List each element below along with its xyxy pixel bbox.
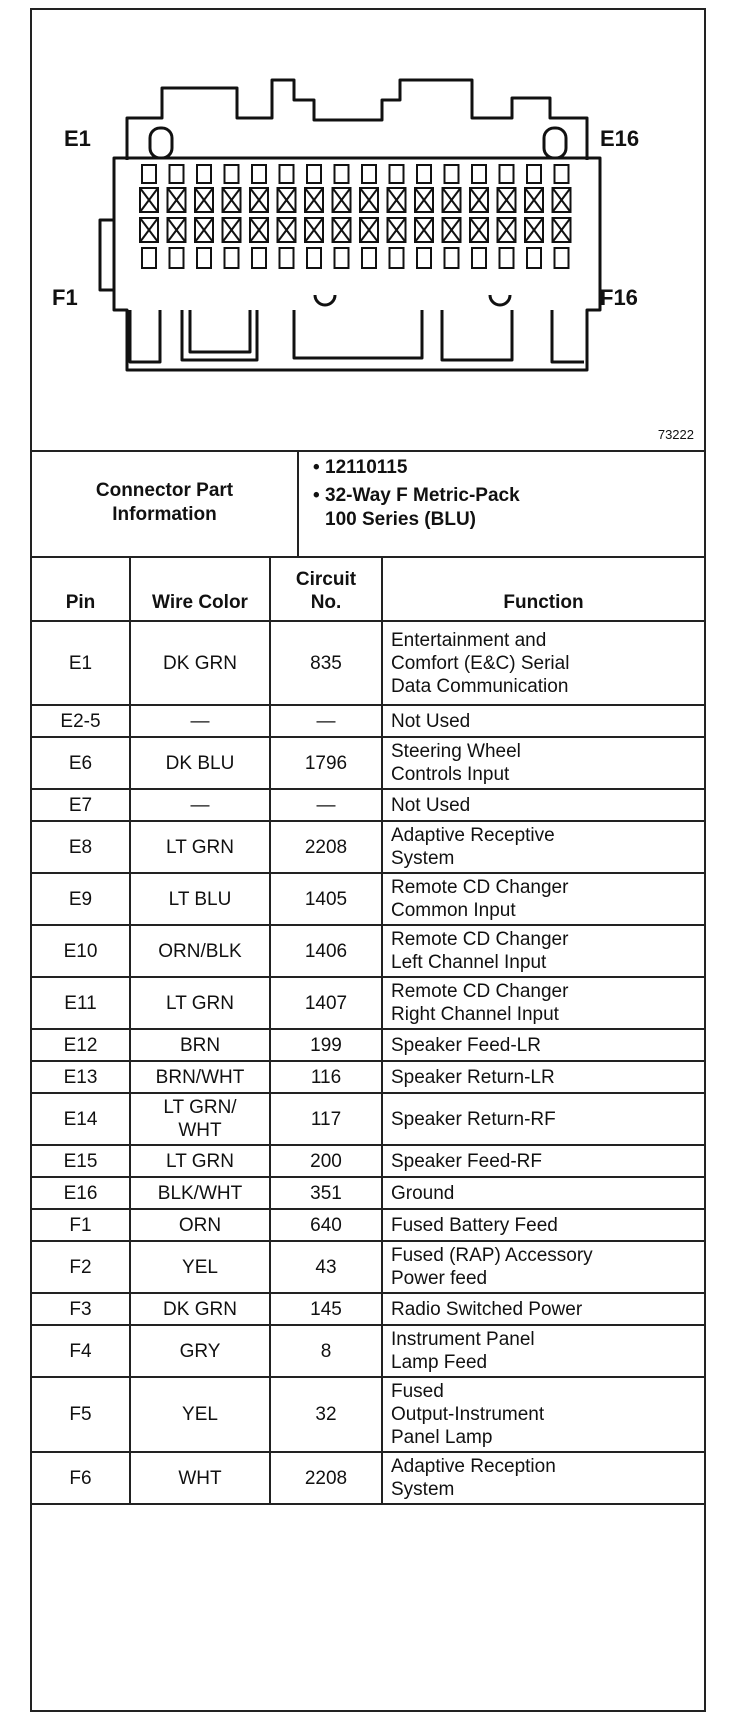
circuit-cell: 32 — [270, 1377, 382, 1452]
pin-label-f16: F16 — [600, 285, 638, 310]
terminal-icon — [335, 248, 349, 268]
terminal-icon — [445, 248, 459, 268]
table-row — [32, 1325, 704, 1377]
connector-part-info-title: Connector Part Information — [32, 450, 299, 556]
function-cell: Entertainment and Comfort (E&C) Serial Data Communication — [382, 621, 704, 705]
terminal-icon — [390, 248, 404, 268]
pin-cell: E2-5 — [32, 705, 130, 737]
terminal-icon — [170, 165, 184, 183]
function-cell: Not Used — [382, 789, 704, 821]
terminal-icon — [472, 165, 486, 183]
pin-cell: F3 — [32, 1293, 130, 1325]
circuit-cell: 43 — [270, 1241, 382, 1293]
wire-color-cell: DK GRN — [130, 1293, 270, 1325]
part-number: 12110115 — [325, 457, 408, 478]
terminal-icon — [555, 248, 569, 268]
terminal-icon — [142, 248, 156, 268]
circuit-cell: 640 — [270, 1209, 382, 1241]
function-cell: Radio Switched Power — [382, 1293, 704, 1325]
terminal-icon — [500, 165, 514, 183]
wire-color-cell: LT GRN/ WHT — [130, 1093, 270, 1145]
table-row — [32, 1241, 704, 1293]
table-row — [32, 705, 704, 737]
pinout-table-body — [32, 621, 704, 1504]
header-function: Function — [382, 557, 704, 621]
wire-color-cell: GRY — [130, 1325, 270, 1377]
circuit-cell: — — [270, 789, 382, 821]
wire-color-cell: ORN/BLK — [130, 925, 270, 977]
terminal-icon — [527, 165, 541, 183]
pin-cell: F1 — [32, 1209, 130, 1241]
table-row — [32, 1377, 704, 1452]
circuit-cell: 351 — [270, 1177, 382, 1209]
pin-cell: E11 — [32, 977, 130, 1029]
terminal-icon — [197, 165, 211, 183]
pin-cell: E6 — [32, 737, 130, 789]
function-cell: Speaker Feed-RF — [382, 1145, 704, 1177]
pin-cell: F6 — [32, 1452, 130, 1504]
function-cell: Steering Wheel Controls Input — [382, 737, 704, 789]
terminal-icon — [197, 248, 211, 268]
circuit-cell: 2208 — [270, 821, 382, 873]
circuit-cell: 1796 — [270, 737, 382, 789]
terminal-icon — [390, 165, 404, 183]
bullet-icon: • — [313, 457, 320, 478]
circuit-cell: 1407 — [270, 977, 382, 1029]
terminal-icon — [252, 248, 266, 268]
circuit-cell: 2208 — [270, 1452, 382, 1504]
table-row — [32, 621, 704, 705]
pin-cell: F2 — [32, 1241, 130, 1293]
wire-color-cell: BRN — [130, 1029, 270, 1061]
pin-cell: E10 — [32, 925, 130, 977]
pin-cell: E16 — [32, 1177, 130, 1209]
header-pin: Pin — [32, 557, 130, 621]
table-row — [32, 1029, 704, 1061]
terminal-icon — [500, 248, 514, 268]
function-cell: Speaker Feed-LR — [382, 1029, 704, 1061]
pin-cell: E9 — [32, 873, 130, 925]
function-cell: Fused Battery Feed — [382, 1209, 704, 1241]
table-header-row — [32, 557, 704, 621]
wire-color-cell: DK GRN — [130, 621, 270, 705]
function-cell: Fused (RAP) Accessory Power feed — [382, 1241, 704, 1293]
pin-cell: E1 — [32, 621, 130, 705]
terminal-icon — [417, 165, 431, 183]
terminal-icon — [225, 248, 239, 268]
circuit-cell: 145 — [270, 1293, 382, 1325]
wire-color-cell: LT GRN — [130, 977, 270, 1029]
terminal-icon — [307, 248, 321, 268]
circuit-cell: 200 — [270, 1145, 382, 1177]
terminal-icon — [142, 165, 156, 183]
terminal-icon — [362, 248, 376, 268]
pin-cell: F5 — [32, 1377, 130, 1452]
wire-color-cell: WHT — [130, 1452, 270, 1504]
pin-cell: E12 — [32, 1029, 130, 1061]
terminal-icon — [472, 248, 486, 268]
pin-cell: E8 — [32, 821, 130, 873]
table-row — [32, 737, 704, 789]
wire-color-cell: YEL — [130, 1377, 270, 1452]
pin-label-e16: E16 — [600, 126, 640, 151]
circuit-cell: 199 — [270, 1029, 382, 1061]
table-row — [32, 1209, 704, 1241]
info-item — [299, 484, 699, 532]
terminal-icon — [280, 165, 294, 183]
pin-cell: E14 — [32, 1093, 130, 1145]
pin-cell: F4 — [32, 1325, 130, 1377]
terminal-icon — [445, 165, 459, 183]
table-row — [32, 1093, 704, 1145]
table-row — [32, 873, 704, 925]
function-cell: Adaptive Receptive System — [382, 821, 704, 873]
connector-part-info — [32, 450, 704, 558]
wire-color-cell: ORN — [130, 1209, 270, 1241]
function-cell: Fused Output-Instrument Panel Lamp — [382, 1377, 704, 1452]
figure-number: 73222 — [657, 427, 694, 442]
function-cell: Speaker Return-RF — [382, 1093, 704, 1145]
pinout-table — [32, 556, 704, 1505]
table-row — [32, 977, 704, 1029]
terminal-icon — [527, 248, 541, 268]
function-cell: Speaker Return-LR — [382, 1061, 704, 1093]
table-row — [32, 1145, 704, 1177]
pin-label-f1: F1 — [52, 285, 78, 310]
wire-color-cell: — — [130, 789, 270, 821]
wire-color-cell: BLK/WHT — [130, 1177, 270, 1209]
terminal-icon — [280, 248, 294, 268]
wire-color-cell: YEL — [130, 1241, 270, 1293]
function-cell: Remote CD Changer Right Channel Input — [382, 977, 704, 1029]
circuit-cell: 1406 — [270, 925, 382, 977]
header-wire-color: Wire Color — [130, 557, 270, 621]
terminal-icon — [555, 165, 569, 183]
table-row — [32, 1177, 704, 1209]
function-cell: Remote CD Changer Common Input — [382, 873, 704, 925]
bullet-icon: • — [313, 485, 320, 506]
connector-diagram — [32, 10, 704, 452]
terminal-icon — [307, 165, 321, 183]
wire-color-cell: LT GRN — [130, 821, 270, 873]
terminal-icon — [362, 165, 376, 183]
wire-color-cell: LT BLU — [130, 873, 270, 925]
function-cell: Adaptive Reception System — [382, 1452, 704, 1504]
terminal-icon — [335, 165, 349, 183]
function-cell: Ground — [382, 1177, 704, 1209]
wire-color-cell: DK BLU — [130, 737, 270, 789]
circuit-cell: 116 — [270, 1061, 382, 1093]
wire-color-cell: BRN/WHT — [130, 1061, 270, 1093]
connector-description: 32-Way F Metric-Pack 100 Series (BLU) — [325, 485, 520, 530]
pin-cell: E13 — [32, 1061, 130, 1093]
terminal-icon — [170, 248, 184, 268]
table-row — [32, 925, 704, 977]
connector-document — [30, 8, 706, 1712]
table-row — [32, 1452, 704, 1504]
table-row — [32, 1293, 704, 1325]
terminal-icon — [252, 165, 266, 183]
header-circuit: Circuit No. — [270, 557, 382, 621]
pin-label-e1: E1 — [64, 126, 91, 151]
circuit-cell: — — [270, 705, 382, 737]
function-cell: Instrument Panel Lamp Feed — [382, 1325, 704, 1377]
table-row — [32, 821, 704, 873]
circuit-cell: 1405 — [270, 873, 382, 925]
circuit-cell: 8 — [270, 1325, 382, 1377]
connector-drawing — [32, 10, 704, 450]
wire-color-cell: LT GRN — [130, 1145, 270, 1177]
terminal-icon — [417, 248, 431, 268]
pin-cell: E15 — [32, 1145, 130, 1177]
terminal-icon — [225, 165, 239, 183]
pin-cell: E7 — [32, 789, 130, 821]
function-cell: Not Used — [382, 705, 704, 737]
circuit-cell: 835 — [270, 621, 382, 705]
function-cell: Remote CD Changer Left Channel Input — [382, 925, 704, 977]
table-row — [32, 789, 704, 821]
circuit-cell: 117 — [270, 1093, 382, 1145]
table-row — [32, 1061, 704, 1093]
info-item — [299, 456, 699, 480]
wire-color-cell: — — [130, 705, 270, 737]
connector-part-info-list — [299, 456, 699, 536]
